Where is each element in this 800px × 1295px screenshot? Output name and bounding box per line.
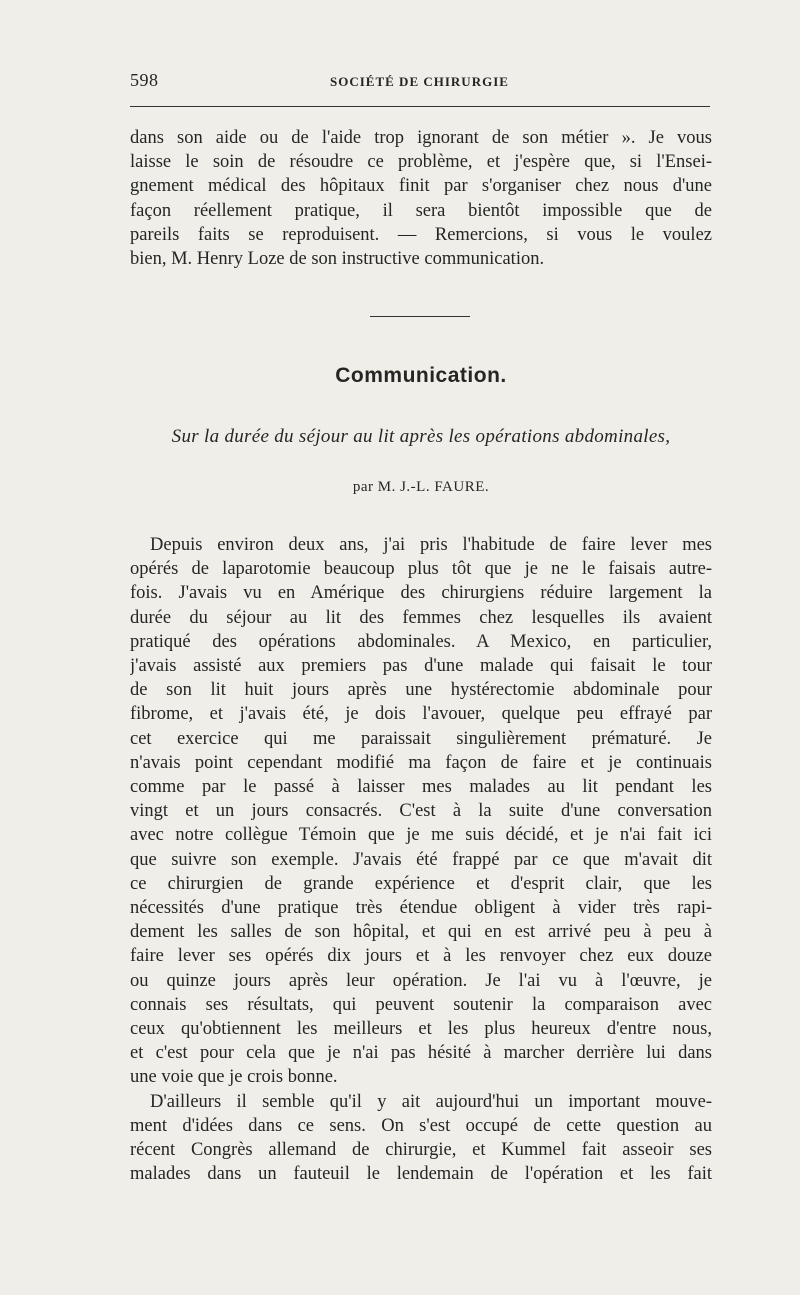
text-line: D'ailleurs il semble qu'il y ait aujourd'hui un important mouve-: [150, 1091, 712, 1112]
text-line: ment d'idées dans ce sens. On s'est occupé de cette question au: [130, 1115, 712, 1136]
text-line: Depuis environ deux ans, j'ai pris l'habitude de faire lever mes: [150, 535, 712, 555]
text-line: fois. J'avais vu en Amérique des chirurgiens réduire largement la: [130, 583, 712, 604]
text-line: laisse le soin de résoudre ce problème, et j'espère que, si l'Ensei-: [130, 152, 712, 173]
section-subtitle: Sur la durée du séjour au lit après les opérations abdominales,: [171, 426, 671, 447]
text-line: nécessités d'une pratique très étendue obligent à vider très rapi-: [130, 898, 712, 919]
text-line: dans son aide ou de l'aide trop ignorant de son métier ». Je vous: [130, 128, 712, 148]
text-line: récent Congrès allemand de chirurgie, et Kummel fait asseoir ses: [130, 1140, 712, 1161]
text-line: ou quinze jours après leur opération. Je l'ai vu à l'œuvre, je: [130, 970, 712, 991]
paragraph-2: [130, 1090, 712, 1187]
text-line: ceux qu'obtiennent les meilleurs et les plus heureux d'entre nous,: [130, 1019, 712, 1040]
text-line: malades dans un fauteuil le lendemain de l'opération et les fait: [130, 1164, 712, 1185]
text-line: durée du séjour au lit des femmes chez lesquelles ils avaient: [130, 607, 712, 628]
text-line: faire lever ses opérés dix jours et à les renvoyer chez eux douze: [130, 946, 712, 967]
text-line: et c'est pour cela que je n'ai pas hésité à marcher derrière lui dans: [130, 1043, 712, 1064]
text-line: j'avais assisté aux premiers pas d'une malade qui faisait le tour: [130, 656, 712, 677]
intro-paragraph: [130, 126, 712, 271]
running-head: SOCIÉTÉ DE CHIRURGIE: [330, 74, 509, 89]
text-line: vingt et un jours consacrés. C'est à la suite d'une conversation: [130, 801, 712, 822]
text-line: dement les salles de son hôpital, et qui en est arrivé peu à peu à: [130, 922, 712, 943]
text-line: pareils faits se reproduisent. — Remercions, si vous le voulez: [130, 224, 712, 245]
text-line: de son lit huit jours après une hystérectomie abdominale pour: [130, 680, 712, 701]
text-line: comme par le passé à laisser mes malades au lit pendant les: [130, 777, 712, 798]
main-text: [130, 533, 712, 1186]
text-line: gnement médical des hôpitaux finit par s'organiser chez nous d'une: [130, 176, 712, 197]
text-line: bien, M. Henry Loze de son instructive communication.: [130, 249, 545, 270]
page-header: [130, 70, 710, 94]
text-line: connais ses résultats, qui peuvent soutenir la comparaison avec: [130, 994, 712, 1015]
text-line: que suivre son exemple. J'avais été frappé par ce que m'avait dit: [130, 849, 712, 870]
text-line: ce chirurgien de grande expérience et d'esprit clair, que les: [130, 873, 712, 894]
text-line: une voie que je crois bonne.: [130, 1067, 338, 1088]
author-line: par M. J.-L. FAURE.: [352, 479, 490, 495]
page-number: 598: [130, 70, 159, 90]
text-line: façon réellement pratique, il sera bientôt impossible que de: [130, 200, 712, 221]
text-line: opérés de laparotomie beaucoup plus tôt que je ne le faisais autre-: [130, 559, 712, 580]
paragraph-1: [130, 533, 712, 1090]
text-line: pratiqué des opérations abdominales. A Mexico, en particulier,: [130, 631, 712, 652]
text-line: fibrome, et j'avais été, je dois l'avouer, quelque peu effrayé par: [130, 704, 712, 725]
text-line: avec notre collègue Témoin que je me suis décidé, et je n'ai fait ici: [130, 825, 712, 846]
section-title: Communication.: [335, 364, 507, 387]
text-line: cet exercice qui me paraissait singulièrement prématuré. Je: [130, 728, 712, 749]
text-line: n'avais point cependant modifié ma façon de faire et je continuais: [130, 752, 712, 773]
header-rule: [130, 106, 710, 107]
section-divider: [370, 316, 470, 317]
